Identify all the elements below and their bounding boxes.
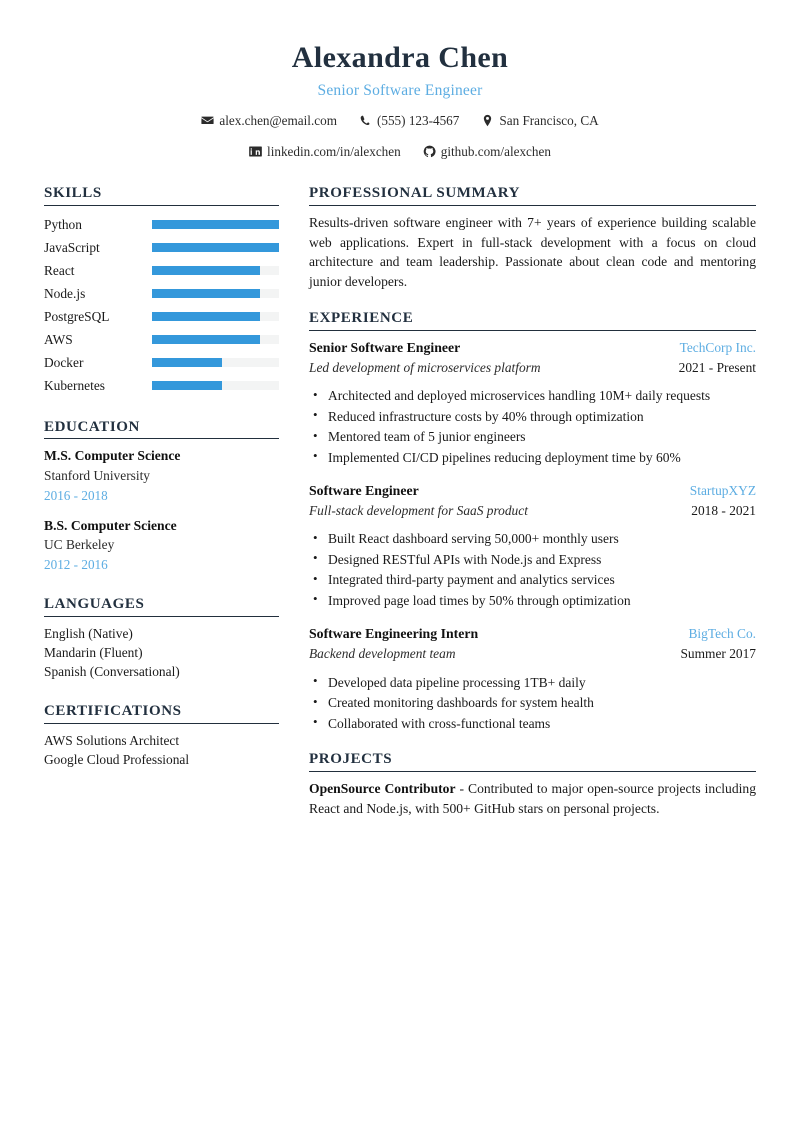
- experience-dates: 2021 - Present: [678, 359, 756, 375]
- experience-bullet-list: [309, 386, 756, 467]
- phone-icon: [359, 114, 372, 127]
- skill-label: Docker: [44, 354, 84, 370]
- skill-bar-track: [152, 266, 279, 275]
- project-separator: -: [455, 780, 468, 796]
- contact-phone-text: (555) 123-4567: [376, 113, 460, 129]
- experience-bullet: • Created monitoring dashboards for system health: [309, 693, 756, 712]
- education-years: 2012 - 2016: [44, 556, 108, 572]
- section-education: [44, 418, 279, 574]
- education-item: [44, 516, 279, 574]
- contact-linkedin-text: linkedin.com/in/alexchen: [267, 144, 401, 160]
- experience-subtitle-row: [309, 501, 756, 520]
- experience-title-row: [309, 481, 756, 501]
- resume-header: [44, 40, 756, 162]
- skill-label: AWS: [44, 331, 73, 347]
- skill-bar-fill: [152, 358, 222, 367]
- education-school: Stanford University: [44, 468, 150, 484]
- language-item: Spanish (Conversational): [44, 663, 180, 679]
- experience-title-row: [309, 624, 756, 644]
- candidate-job-title: Senior Software Engineer: [317, 82, 483, 100]
- contact-email[interactable]: [201, 111, 337, 131]
- section-heading-projects: PROJECTS: [309, 750, 756, 772]
- experience-bullet: • Integrated third-party payment and analytics services: [309, 570, 756, 589]
- certification-item: AWS Solutions Architect: [44, 732, 180, 748]
- section-heading-education: EDUCATION: [44, 418, 279, 440]
- education-years: 2016 - 2018: [44, 487, 108, 503]
- skill-row: [44, 259, 279, 282]
- experience-bullet: • Reduced infrastructure costs by 40% through optimization: [309, 407, 756, 426]
- experience-header: [309, 481, 756, 520]
- skill-bar-fill: [152, 312, 260, 321]
- education-item: [44, 446, 279, 504]
- skill-bar-fill: [152, 289, 260, 298]
- contact-github-text: github.com/alexchen: [440, 144, 551, 160]
- certification-item: Google Cloud Professional: [44, 751, 190, 767]
- skill-row: [44, 305, 279, 328]
- main-column: [309, 184, 756, 839]
- skill-bar-fill: [152, 243, 279, 252]
- skill-bar-track: [152, 220, 279, 229]
- skill-row: [44, 282, 279, 305]
- education-degree: B.S. Computer Science: [44, 517, 177, 533]
- experience-bullet: • Built React dashboard serving 50,000+ monthly users: [309, 529, 756, 548]
- experience-company: BigTech Co.: [688, 626, 756, 642]
- language-item: English (Native): [44, 625, 133, 641]
- skill-row: [44, 374, 279, 397]
- experience-bullet: • Architected and deployed microservices handling 10M+ daily requests: [309, 386, 756, 405]
- experience-dates: 2018 - 2021: [691, 503, 756, 519]
- skill-bar-fill: [152, 381, 222, 390]
- experience-job-title: Senior Software Engineer: [309, 339, 461, 355]
- skill-row: [44, 236, 279, 259]
- experience-bullet-list: [309, 673, 756, 733]
- sidebar-column: [44, 184, 279, 839]
- experience-description: Full-stack development for SaaS product: [309, 503, 528, 519]
- contact-github[interactable]: [423, 142, 551, 162]
- skill-bar-track: [152, 312, 279, 321]
- skill-label: Python: [44, 216, 82, 232]
- skill-bar-track: [152, 289, 279, 298]
- column-gutter: [279, 184, 309, 839]
- experience-bullet: • Designed RESTful APIs with Node.js and Express: [309, 550, 756, 569]
- experience-item: [309, 624, 756, 733]
- skill-row: [44, 351, 279, 374]
- section-languages: [44, 595, 279, 681]
- contact-row-primary: [44, 111, 756, 131]
- section-heading-languages: LANGUAGES: [44, 595, 279, 617]
- section-heading-skills: SKILLS: [44, 184, 279, 206]
- experience-bullet: • Mentored team of 5 junior engineers: [309, 427, 756, 446]
- skill-bar-track: [152, 358, 279, 367]
- skill-bar-fill: [152, 220, 279, 229]
- section-heading-summary: PROFESSIONAL SUMMARY: [309, 184, 756, 206]
- skill-bar-fill: [152, 266, 260, 275]
- skill-bar-track: [152, 335, 279, 344]
- section-heading-experience: EXPERIENCE: [309, 309, 756, 331]
- contact-linkedin[interactable]: [249, 142, 401, 162]
- experience-header: [309, 338, 756, 377]
- section-professional-summary: [309, 184, 756, 292]
- skill-row: [44, 213, 279, 236]
- education-school: UC Berkeley: [44, 537, 115, 553]
- skill-row: [44, 328, 279, 351]
- experience-bullet: • Developed data pipeline processing 1TB+ daily: [309, 673, 756, 692]
- experience-job-title: Software Engineering Intern: [309, 626, 479, 642]
- skill-bar-fill: [152, 335, 260, 344]
- skills-list: [44, 213, 279, 397]
- experience-bullet: • Collaborated with cross-functional teams: [309, 714, 756, 733]
- experience-bullet: • Implemented CI/CD pipelines reducing deployment time by 60%: [309, 448, 756, 467]
- skill-bar-track: [152, 243, 279, 252]
- education-degree: M.S. Computer Science: [44, 448, 181, 464]
- project-description: Contributed to major open-source projects including React and Node.js, with 500+ GitHub stars on personal projects.: [309, 780, 756, 816]
- experience-item: [309, 481, 756, 610]
- section-experience: [309, 309, 756, 733]
- github-icon: [423, 145, 436, 158]
- experience-header: [309, 624, 756, 663]
- skill-label: Node.js: [44, 285, 86, 301]
- contact-row-secondary: [44, 142, 756, 162]
- experience-subtitle-row: [309, 358, 756, 377]
- experience-bullet: • Improved page load times by 50% through optimization: [309, 591, 756, 610]
- contact-location: [481, 111, 598, 131]
- resume-body: [44, 184, 756, 839]
- contact-email-text: alex.chen@email.com: [219, 113, 337, 129]
- summary-text: Results-driven software engineer with 7+ years of experience building scalable web applications. Expert in full-stack development with a focus on cloud architecture and team leadership. Passionate about clean code and mentoring junior developers.: [309, 214, 756, 290]
- section-certifications: [44, 702, 279, 769]
- experience-company: TechCorp Inc.: [679, 339, 756, 355]
- linkedin-icon: [249, 145, 262, 158]
- experience-subtitle-row: [309, 644, 756, 663]
- project-item: [309, 779, 756, 819]
- section-skills: [44, 184, 279, 397]
- language-item: Mandarin (Fluent): [44, 644, 143, 660]
- contact-phone[interactable]: [359, 111, 459, 131]
- contact-location-text: San Francisco, CA: [499, 113, 599, 129]
- experience-job-title: Software Engineer: [309, 483, 419, 499]
- experience-title-row: [309, 338, 756, 358]
- skill-label: React: [44, 262, 75, 278]
- experience-item: [309, 338, 756, 467]
- location-pin-icon: [481, 114, 494, 127]
- skill-bar-track: [152, 381, 279, 390]
- experience-dates: Summer 2017: [680, 646, 756, 662]
- skill-label: JavaScript: [44, 239, 100, 255]
- experience-description: Backend development team: [309, 646, 456, 662]
- skill-label: PostgreSQL: [44, 308, 110, 324]
- candidate-name: Alexandra Chen: [291, 41, 509, 74]
- experience-company: StartupXYZ: [689, 483, 756, 499]
- experience-description: Led development of microservices platform: [309, 359, 541, 375]
- section-projects: [309, 750, 756, 818]
- envelope-icon: [201, 114, 214, 127]
- section-heading-certifications: CERTIFICATIONS: [44, 702, 279, 724]
- project-name: OpenSource Contributor: [309, 780, 456, 796]
- skill-label: Kubernetes: [44, 377, 105, 393]
- experience-bullet-list: [309, 529, 756, 610]
